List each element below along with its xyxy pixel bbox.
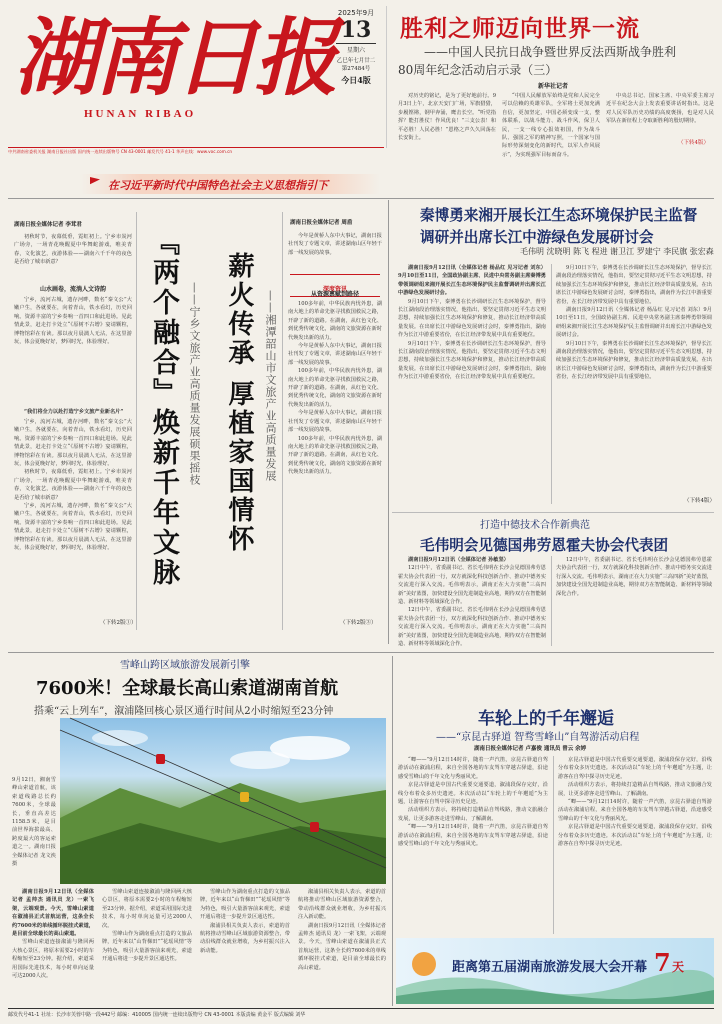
ad-days: 7 <box>654 948 671 977</box>
theme-banner <box>80 174 380 194</box>
essay-continue[interactable]: （下转2版③） <box>340 620 377 626</box>
right-top-names: 毛伟明 沈晓明 陈飞 程进 谢卫江 罗建宁 李民旗 张宏森 <box>520 247 714 256</box>
lunar-date: 乙巳年七月廿二 <box>336 58 376 64</box>
lead-column-3: 中央总书记、国家主席、中央军委主席习近平在纪念大会上发表重要讲话时指出。这是对人民军队历史功绩的高度褒扬，也是对人民军队在新征程上夺取新胜利的殷切期待。 <box>606 93 714 125</box>
lead-continue[interactable]: （下转4版） <box>678 140 709 146</box>
issue-number: 第27484号 <box>341 66 371 72</box>
masthead-pinyin: HUNAN RIBAO <box>84 108 197 120</box>
right-mid-col-1: 湖南日报9月12日讯（全媒体记者 孙敏坚） 12日中午，省委副书记、省长毛伟明在长沙会见德国弗劳恩霍夫协会代表团一行，双方就深化科技创新合作、推动中德务实交流进行深入交流。毛伟明表示，湖南正在大力实施“三高四新”美好蓝图，加快建设全国先进制造业高地，期待双方在智能制造、新材料等领域深化合作。 12日中午，省委副书记、省长毛伟明在长沙会见德国弗劳恩霍夫协会代表团一行，双方就深化科技创新合作、推动中德务实交流进行深入交流。毛伟明表示，湖南正在大力实施“三高四新”美好蓝图，加快建设全国先进制造业高地，期待双方在智能制造、新材料等领域深化合作。 <box>398 557 546 648</box>
wheels-col-1: “唧——”9月12日14时许，随着一声汽笛，京昆古驿道自驾游活动在溆浦启程，来自全国各地的车友驾车穿越古驿道，沿途感受雪峰山的千年文化与秀丽风光。 京昆古驿道是中国古代重要交通要道，溆浦段保存完好，沿线分布着众多历史遗迹。本次活动以“车轮上的千年邂逅”为主题，让游客在自驾中探寻历史足迹。 活动组织方表示，将持续打造精品自驾线路，推动文旅融合发展，让更多游客走进雪峰山、了解湖南。 “唧——”9月12日14时许，随着一声汽笛，京昆古驿道自驾游活动在溆浦启程，来自全国各地的车友驾车穿越古驿道，沿途感受雪峰山的千年文化与秀丽风光。 <box>398 757 548 848</box>
ropeway-col-4: 溆浦县相关负责人表示，索道的首航将推动雪峰山区域旅游资源整合，带动沿线群众就业增收，为乡村振兴注入新动能。 湖南日报9月12日讯（全媒体记者 孟帅杰 通讯员 龙）一索飞架，云端观景。今天，雪峰山索道在溆浦县正式首航运营，这条全长约7600米的单线循环脱挂式索道，是目前全球最长的高山索道。 <box>298 889 386 971</box>
lead-column-1: 对历史的铭记，是为了更好地前行。9月3日上午，北京天安门广场，军旗猎猎，步履铿锵，钢甲奔涌，鹰击长空。“听党指挥？能打胜仗！作风优良！”三支公表！和平必胜！人民必胜！”恩格之声久久回荡在长安街上。 <box>398 93 496 142</box>
banner-text: 在习近平新时代中国特色社会主义思想指引下 <box>108 179 328 192</box>
ropeway-title: 7600米！全球最长高山索道湖南首航 <box>36 678 339 699</box>
essay-section-head-text: 深度资讯 <box>322 286 347 293</box>
masthead-title: 湖南日报 <box>14 8 335 107</box>
lead-column-2: “中国人民解放军始终是党和人民完全可以信赖的英雄军队，全军将士更加充满自信，更加坚定，中国必须变成一支，整体联系，以战斗能力、战斗作风，保卫人民，一支一线专心报效祖国，作为战斗队、强国之军的精神写照，一个国家与国际形势深刻变化的新时代，以军人作风展示”，为实现强军目标而奋斗。 <box>502 93 600 158</box>
ropeway-kicker: 雪峰山跨区域旅游发展新引擎 <box>120 660 250 671</box>
essay-vertical-title: 薪火传承 厚植家国情怀 <box>224 252 254 555</box>
feature-quote: “我们将全力以赴打造宁乡文旅产业新名片” <box>24 409 124 415</box>
page-count: 今日4版 <box>341 75 371 85</box>
essay-subsection: 从资源禀赋到路径 <box>310 291 359 298</box>
ad-days-suffix: 天 <box>672 960 685 974</box>
ropeway-col-2: 雪峰山索道连接溆浦与隆回两大核心景区，将原本需要2小时的车程缩短至23分钟。据介绍，索道采用国际先进技术，每小时单向运量可达2000人次。 雪峰山作为湖南重点打造的文旅品牌，近年来以“山背梯田”“花瑶风情”等为特色，吸引大量游客前来观光，索道开通后将进一步提升景区通达性。 <box>102 889 192 963</box>
ropeway-photo <box>60 718 386 884</box>
date-day: 13 <box>340 17 372 43</box>
right-top-continue[interactable]: （下转4版） <box>684 498 715 504</box>
feature-vertical-headline: 『两个融合』焕新千年文脉 <box>148 228 179 588</box>
right-top-col-1: 湖南日报9月12日讯（全媒体记者 杨品红 见习记者 刘东）9月10日至11日，全国政协副主席、民进中央常务副主席秦博勇带领调研组来湘开展长江生态环境保护民主监督调研并出席长江中游绿色发展研讨会。 9月10日下午，秦博勇在长沙调研长江生态环境保护，督导长江湖南段治理落实情况，他指出，要坚定贯彻习近平生态文明思想，持续加强长江生态环境保护和修复，推动长江经济带高质量发展。在出席长江中游绿色发展研讨会时，秦博勇指出，湖南作为长江中游重要省份，在长江经济带发展中具有重要地位。 9月10日下午，秦博勇在长沙调研长江生态环境保护，督导长江湖南段治理落实情况，他指出，要坚定贯彻习近平生态文明思想，持续加强长江生态环境保护和修复，推动长江经济带高质量发展。在出席长江中游绿色发展研讨会时，秦博勇指出，湖南作为长江中游重要省份，在长江经济带发展中具有重要地位。 <box>398 265 546 381</box>
date-block <box>328 8 384 86</box>
essay-intro: 今年是黄桥人东中大事记，湖南日报社刊发了专题文章，讲述湖南山区年轻干部一线发展的故事。 <box>288 233 382 256</box>
feature-section-label: 湖南日报全媒体记者 李茸君 <box>14 222 82 228</box>
feature-subhead: 山水画卷，流淌人文诗韵 <box>39 286 106 293</box>
essay-byline: 湖南日报全媒体记者 周盾 <box>290 220 353 226</box>
right-top-title-1: 秦博勇来湘开展长江生态环境保护民主监督 <box>420 207 698 224</box>
flag-icon <box>90 177 100 189</box>
feature-body: 宁乡，流河古城，遗存河畔，数名“秦文公”大嫩户生，各就要在，向着青山，铁水看幻，历史回响。资源丰富的宁乡奏响一首四口和此进场。见此情此景，赶走打卡处立“《原树不古增》宴请颗粒，博物馆彩在有读。那以夜月晨漓人无沾，在这里游玩，体会夏晚好好，梦回时光，体验理好。 <box>14 297 132 346</box>
countdown-ad <box>396 938 714 1004</box>
lead-subtitle: ——中国人民抗日战争暨世界反法西斯战争胜利 <box>424 45 677 59</box>
footer-line: 邮发代号41-1 社址：长沙市芙蓉中路一段442号 邮编：410005 国内统一连续出版物号 CN 43-0001 本版责编 黄金平 版式编辑 刘华 <box>8 1012 306 1018</box>
lead-subtitle-2: 80周年纪念活动启示录（三） <box>398 63 558 77</box>
feature-intro: 初秋时节，夜幕低垂，霓虹初上。宁乡市炭河广场旁，一场青花唤醒夏中华舞蛇游戏，唯美青春，文化演艺，夜游体验——湖南六千千年的夜色是否给了城市新意？ <box>14 234 132 266</box>
lead-byline: 新华社记者 <box>538 83 569 90</box>
feature-body-2: 宁乡，流河古城，遗存河畔，数名“秦文公”大嫩户生，各就要在，向着青山，铁水看幻，历史回响。资源丰富的宁乡奏响一首四口和此进场。见此情此景，赶走打卡处立“《原树不古增》宴请颗粒，博物馆彩在有读。那以夜月晨漓人无沾，在这里游玩，体会夏晚好好，梦回时光，体验理好。 初秋时节，夜幕低垂，霓虹初上。宁乡市炭河广场旁，一场青花唤醒夏中华舞蛇游戏，唯美青春，文化演艺，夜游体验——湖南六千千年的夜色是否给了城市新意？ 宁乡，流河古城，遗存河畔，数名“秦文公”大嫩户生，各就要在，向着青山，铁水看幻，历史回响。资源丰富的宁乡奏响一首四口和此进场。见此情此景，赶走打卡处立“《原树不古增》宴请颗粒，博物馆彩在有读。那以夜月晨漓人无沾，在这里游玩，体会夏晚好好，梦回时光，体验理好。 <box>14 419 132 552</box>
wheels-byline: 湖南日报全媒体记者 卢嘉俊 通讯员 曾云 余婷 <box>474 746 587 752</box>
right-mid-title: 毛伟明会见德国弗劳恩霍夫协会代表团 <box>420 537 669 554</box>
ropeway-photo-drawing <box>60 718 386 884</box>
ropeway-caption: 9月12日，湘南雪峰山索道首航，该索道线路总长约7600米，全球最长，垂直高差达1158.5米，是目前世界海拔最高、跨度最大的客运索道之一。湖南日报全媒体记者 龙文泱 摄 <box>12 777 56 868</box>
date-year: 2025年9月 <box>337 9 375 17</box>
lead-headline: 胜利之师迈向世界一流 <box>400 15 640 42</box>
ropeway-col-1: 湖南日报9月12日讯（全媒体记者 孟帅杰 通讯员 龙）一索飞架，云端观景。今天，雪峰山索道在溆浦县正式首航运营，这条全长约7600米的单线循环脱挂式索道，是目前全球最长的高山索道。 雪峰山索道连接溆浦与隆回两大核心景区，将原本需要2小时的车程缩短至23分钟。据介绍，索道采用国际先进技术，每小时单向运量可达2000人次。 <box>12 889 94 980</box>
right-top-title-2: 调研并出席长江中游绿色发展研讨会 <box>420 229 654 246</box>
right-mid-kicker: 打造中德技术合作新典范 <box>480 520 590 531</box>
wheels-col-2: 京昆古驿道是中国古代重要交通要道，溆浦段保存完好，沿线分布着众多历史遗迹。本次活动以“车轮上的千年邂逅”为主题，让游客在自驾中探寻历史足迹。 活动组织方表示，将持续打造精品自驾线路，推动文旅融合发展，让更多游客走进雪峰山、了解湖南。 “唧——”9月12日14时许，随着一声汽笛，京昆古驿道自驾游活动在溆浦启程，来自全国各地的车友驾车穿越古驿道，沿途感受雪峰山的千年文化与秀丽风光。 京昆古驿道是中国古代重要交通要道，溆浦段保存完好，沿线分布着众多历史遗迹。本次活动以“车轮上的千年邂逅”为主题，让游客在自驾中探寻历史足迹。 <box>558 757 712 848</box>
wheels-title: 车轮上的千年邂逅 <box>478 709 614 729</box>
weekday: 星期六 <box>346 47 365 54</box>
right-mid-col-2: 12日中午，省委副书记、省长毛伟明在长沙会见德国弗劳恩霍夫协会代表团一行，双方就深化科技创新合作、推动中德务实交流进行深入交流。毛伟明表示，湖南正在大力实施“三高四新”美好蓝图，加快建设全国先进制造业高地，期待双方在智能制造、新材料等领域深化合作。 <box>556 557 712 597</box>
feature-vertical-sub: ——宁乡文旅产业高质量发展硕果摇枝 <box>188 282 201 486</box>
ropeway-subtitle: 搭乘“云上列车”，溆浦隆回核心景区通行时间从2小时缩短至23分钟 <box>34 706 334 717</box>
ad-text: 距离第五届湖南旅游发展大会开幕 <box>452 960 648 975</box>
essay-vertical-sub: ——湘潭韶山市文旅产业高质量发展 <box>264 290 277 482</box>
feature-continue[interactable]: （下转2版①） <box>100 620 137 626</box>
masthead-info-line: 中共湖南省委机关报 湖南日报社出版 国内统一连续出版物号 CN 43-0001 邮发代号 41-1 华声在线：www.voc.com.cn <box>8 149 233 154</box>
essay-body: 100多年前，中华民族内忧外患，湖南大地上的革命先驱寻找救国救民之路，开辟了新的道路。在湖南，从红色文化、到优秀传统文化，湖南的文旅资源在新时代焕发出新的活力。 今年是黄桥人东中大事记，湖南日报社刊发了专题文章，讲述湖南山区年轻干部一线发展的故事。 100多年前，中华民族内忧外患，湖南大地上的革命先驱寻找救国救民之路，开辟了新的道路。在湖南，从红色文化、到优秀传统文化，湖南的文旅资源在新时代焕发出新的活力。 今年是黄桥人东中大事记，湖南日报社刊发了专题文章，讲述湖南山区年轻干部一线发展的故事。 100多年前，中华民族内忧外患，湖南大地上的革命先驱寻找救国救民之路，开辟了新的道路。在湖南，从红色文化、到优秀传统文化，湖南的文旅资源在新时代焕发出新的活力。 <box>288 301 382 476</box>
wheels-subtitle: ——“京昆古驿道 智骛雪峰山”自驾游活动启程 <box>436 732 640 743</box>
right-top-col-2: 9月10日下午，秦博勇在长沙调研长江生态环境保护，督导长江湖南段治理落实情况，他指出，要坚定贯彻习近平生态文明思想，持续加强长江生态环境保护和修复，推动长江经济带高质量发展。在出席长江中游绿色发展研讨会时，秦博勇指出，湖南作为长江中游重要省份，在长江经济带发展中具有重要地位。 湖南日报9月12日讯（全媒体记者 杨品红 见习记者 刘东）9月10日至11日，全国政协副主席、民进中央常务副主席秦博勇带领调研组来湘开展长江生态环境保护民主监督调研并出席长江中游绿色发展研讨会。 9月10日下午，秦博勇在长沙调研长江生态环境保护，督导长江湖南段治理落实情况，他指出，要坚定贯彻习近平生态文明思想，持续加强长江生态环境保护和修复，推动长江经济带高质量发展。在出席长江中游绿色发展研讨会时，秦博勇指出，湖南作为长江中游重要省份，在长江经济带发展中具有重要地位。 <box>556 265 712 381</box>
ropeway-col-3: 雪峰山作为湖南重点打造的文旅品牌，近年来以“山背梯田”“花瑶风情”等为特色，吸引大量游客前来观光，索道开通后将进一步提升景区通达性。 溆浦县相关负责人表示，索道的首航将推动雪峰山区域旅游资源整合，带动沿线群众就业增收，为乡村振兴注入新动能。 <box>200 889 290 954</box>
